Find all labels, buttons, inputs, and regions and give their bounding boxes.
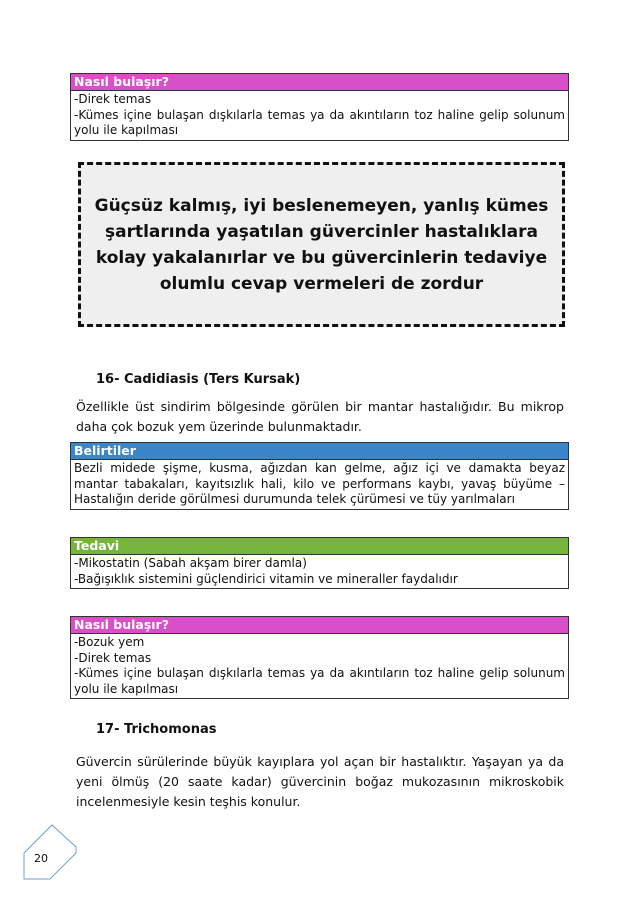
transmission-box-1-body <box>71 91 568 140</box>
transmission-box-1-title: Nasıl bulaşır? <box>71 74 568 91</box>
page-number: 20 <box>34 852 48 865</box>
page-number-frame <box>20 823 78 881</box>
transmission-line: -Kümes içine bulaşan dışkılarla temas ya da akıntıların toz haline gelip solunum yolu ile kapılması <box>74 666 565 696</box>
section-17-intro: Güvercin sürülerinde büyük kayıplara yol açan bir hastalıktır. Yaşayan ya da yeni ölmüş (20 saate kadar) güvercinin boğaz mukozasının mikroskobik incelenmesiyle kesin teşhis konulur. <box>76 754 564 809</box>
transmission-line: -Direk temas <box>74 650 152 665</box>
treatment-box-title: Tedavi <box>71 538 568 555</box>
transmission-box-2-body <box>71 634 568 698</box>
section-17-heading: 17- Trichomonas <box>96 722 217 737</box>
treatment-box <box>70 537 569 589</box>
transmission-line: -Direk temas <box>74 92 152 106</box>
warning-callout-text: Güçsüz kalmış, iyi beslenemeyen, yanlış kümes şartlarında yaşatılan güvercinler hastalıklara kolay yakalanırlar ve bu güvercinlerin tedaviye olumlu cevap vermeleri de zordur <box>94 195 549 294</box>
section-16-intro: Özellikle üst sindirim bölgesinde görülen bir mantar hastalığıdır. Bu mikrop daha çok bozuk yem üzerinde bulunmaktadır. <box>76 399 564 434</box>
transmission-box-1 <box>70 73 569 141</box>
transmission-box-2 <box>70 616 569 699</box>
warning-callout <box>78 162 565 327</box>
transmission-line: -Kümes içine bulaşan dışkılarla temas ya da akıntıların toz haline gelip solunum yolu ile kapılması <box>74 107 565 137</box>
transmission-line: -Bozuk yem <box>74 635 145 649</box>
treatment-line: -Mikostatin (Sabah akşam birer damla) <box>74 556 307 570</box>
treatment-box-body <box>71 555 568 588</box>
section-16-heading: 16- Cadidiasis (Ters Kursak) <box>96 372 301 387</box>
transmission-box-2-title: Nasıl bulaşır? <box>71 617 568 634</box>
symptoms-box-title: Belirtiler <box>71 443 568 460</box>
symptoms-box <box>70 442 569 510</box>
treatment-line: -Bağışıklık sistemini güçlendirici vitamin ve mineraller faydalıdır <box>74 571 458 586</box>
symptoms-box-body: Bezli midede şişme, kusma, ağızdan kan gelme, ağız içi ve damakta beyaz mantar tabakaları, kayıtsızlık hali, kilo ve performans kaybı, yavaş büyüme – Hastalığın deride görülmesi durumunda telek çürümesi ve tüy yarılmaları <box>74 461 565 506</box>
